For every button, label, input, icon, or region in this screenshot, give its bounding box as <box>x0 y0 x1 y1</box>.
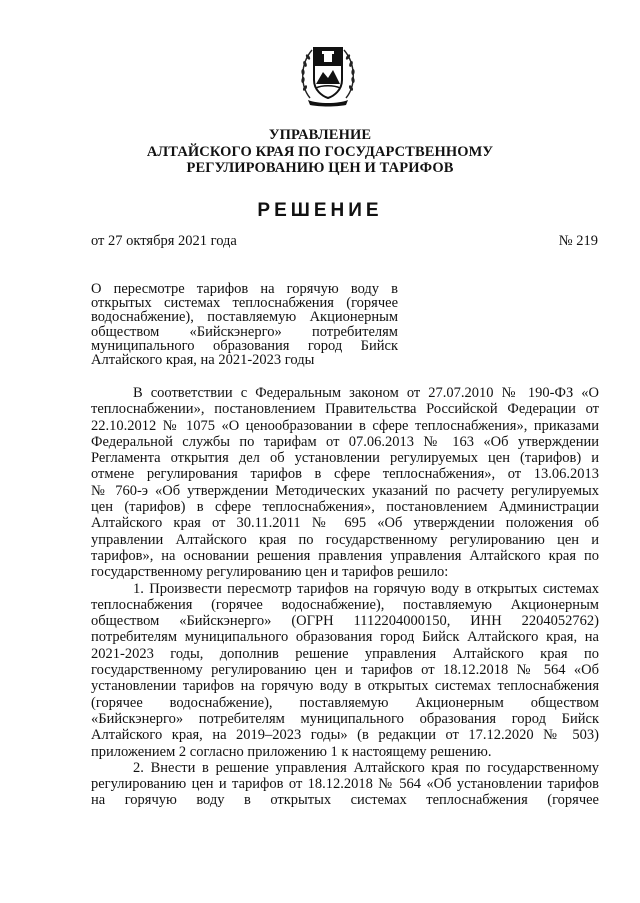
document-type-title: РЕШЕНИЕ <box>257 200 383 221</box>
body-line: 1. Произвести пересмотр тарифов на горячую воду в открытых системах <box>133 580 599 597</box>
body-line: «Бийскэнерго» потребителям муниципального образования город Бийск <box>91 710 599 727</box>
body-line: Алтайского края, на 2019–2023 годы» (в редакции от 17.12.2020 № 503) <box>91 727 599 744</box>
authority-line-2: АЛТАЙСКОГО КРАЯ ПО ГОСУДАРСТВЕННОМУ <box>146 143 494 160</box>
subject-line: обществом «Бийскэнерго» потребителям <box>91 323 398 340</box>
body-line: обществом «Бийскэнерго» (ОГРН 1112204000150, ИНН 2204052762) <box>91 613 599 630</box>
document-date: от 27 октября 2021 года <box>91 233 237 249</box>
body-line: приложением 2 согласно приложению 1 к настоящему решению. <box>91 743 492 760</box>
issuing-authority <box>0 127 640 177</box>
document-body <box>91 385 599 809</box>
document-number: № 219 <box>558 233 598 249</box>
coat-of-arms-emblem <box>296 40 360 108</box>
body-line: Алтайского края от 30.11.2011 № 695 «Об утверждении положения об <box>91 515 599 532</box>
body-line: Регламента открытия дел об установлении регулируемых цен (тарифов) и <box>91 450 599 467</box>
body-line: установлении тарифов на горячую воду в открытых системах теплоснабжения <box>91 678 599 695</box>
body-line: регулированию цен и тарифов от 18.12.2018 № 564 «Об установлении тарифов <box>91 776 599 793</box>
subject-line: О пересмотре тарифов на горячую воду в <box>91 281 398 297</box>
body-line: потребителям муниципального образования город Бийск Алтайского края, на <box>91 629 599 646</box>
body-line: теплоснабжения (горячее водоснабжение), поставляемую Акционерным <box>91 596 599 613</box>
body-line: № 760-э «Об утверждении Методических указаний по расчету регулируемых <box>91 482 599 499</box>
subject-line: открытых системах теплоснабжения (горячее <box>91 295 398 312</box>
subject-line: водоснабжение), поставляемую Акционерным <box>91 309 398 326</box>
body-line: (горячее водоснабжение), поставляемую Акционерным обществом <box>91 694 599 711</box>
body-line: 2. Внести в решение управления Алтайского края по государственному <box>133 759 599 776</box>
body-line: 2021-2023 годы, дополнив решение управления Алтайского края по <box>91 645 599 662</box>
body-line: отмене регулирования тарифов в сфере теплоснабжения», от 13.06.2013 <box>91 466 599 483</box>
authority-line-3: РЕГУЛИРОВАНИЮ ЦЕН И ТАРИФОВ <box>186 160 454 176</box>
body-line: Федеральной службы по тарифам от 07.06.2013 № 163 «Об утверждении <box>91 433 599 450</box>
body-line: В соответствии с Федеральным законом от 27.07.2010 № 190-ФЗ «О <box>133 385 599 401</box>
body-line: теплоснабжении», постановлением Правительства Российской Федерации от <box>91 401 599 418</box>
body-line: управлении Алтайского края по государственному регулированию цен и <box>91 531 599 548</box>
body-line: 22.10.2012 № 1075 «О ценообразовании в сфере теплоснабжения», приказами <box>91 417 599 434</box>
document-subject <box>91 282 398 367</box>
body-line: государственному регулированию цен и тарифов от 18.12.2018 № 564 «Об <box>91 662 599 679</box>
authority-line-1: УПРАВЛЕНИЕ <box>268 127 372 143</box>
subject-line: муниципального образования город Бийск <box>91 337 398 354</box>
subject-line: Алтайского края, на 2021-2023 годы <box>91 352 315 369</box>
body-line: государственному регулированию цен и тарифов решило: <box>91 564 449 581</box>
body-line: цен (тарифов) в сфере теплоснабжения», постановлением Администрации <box>91 499 599 516</box>
body-line: на горячую воду в открытых системах теплоснабжения (горячее <box>91 792 599 809</box>
body-line: тарифов», на основании решения правления управления Алтайского края по <box>91 547 599 564</box>
